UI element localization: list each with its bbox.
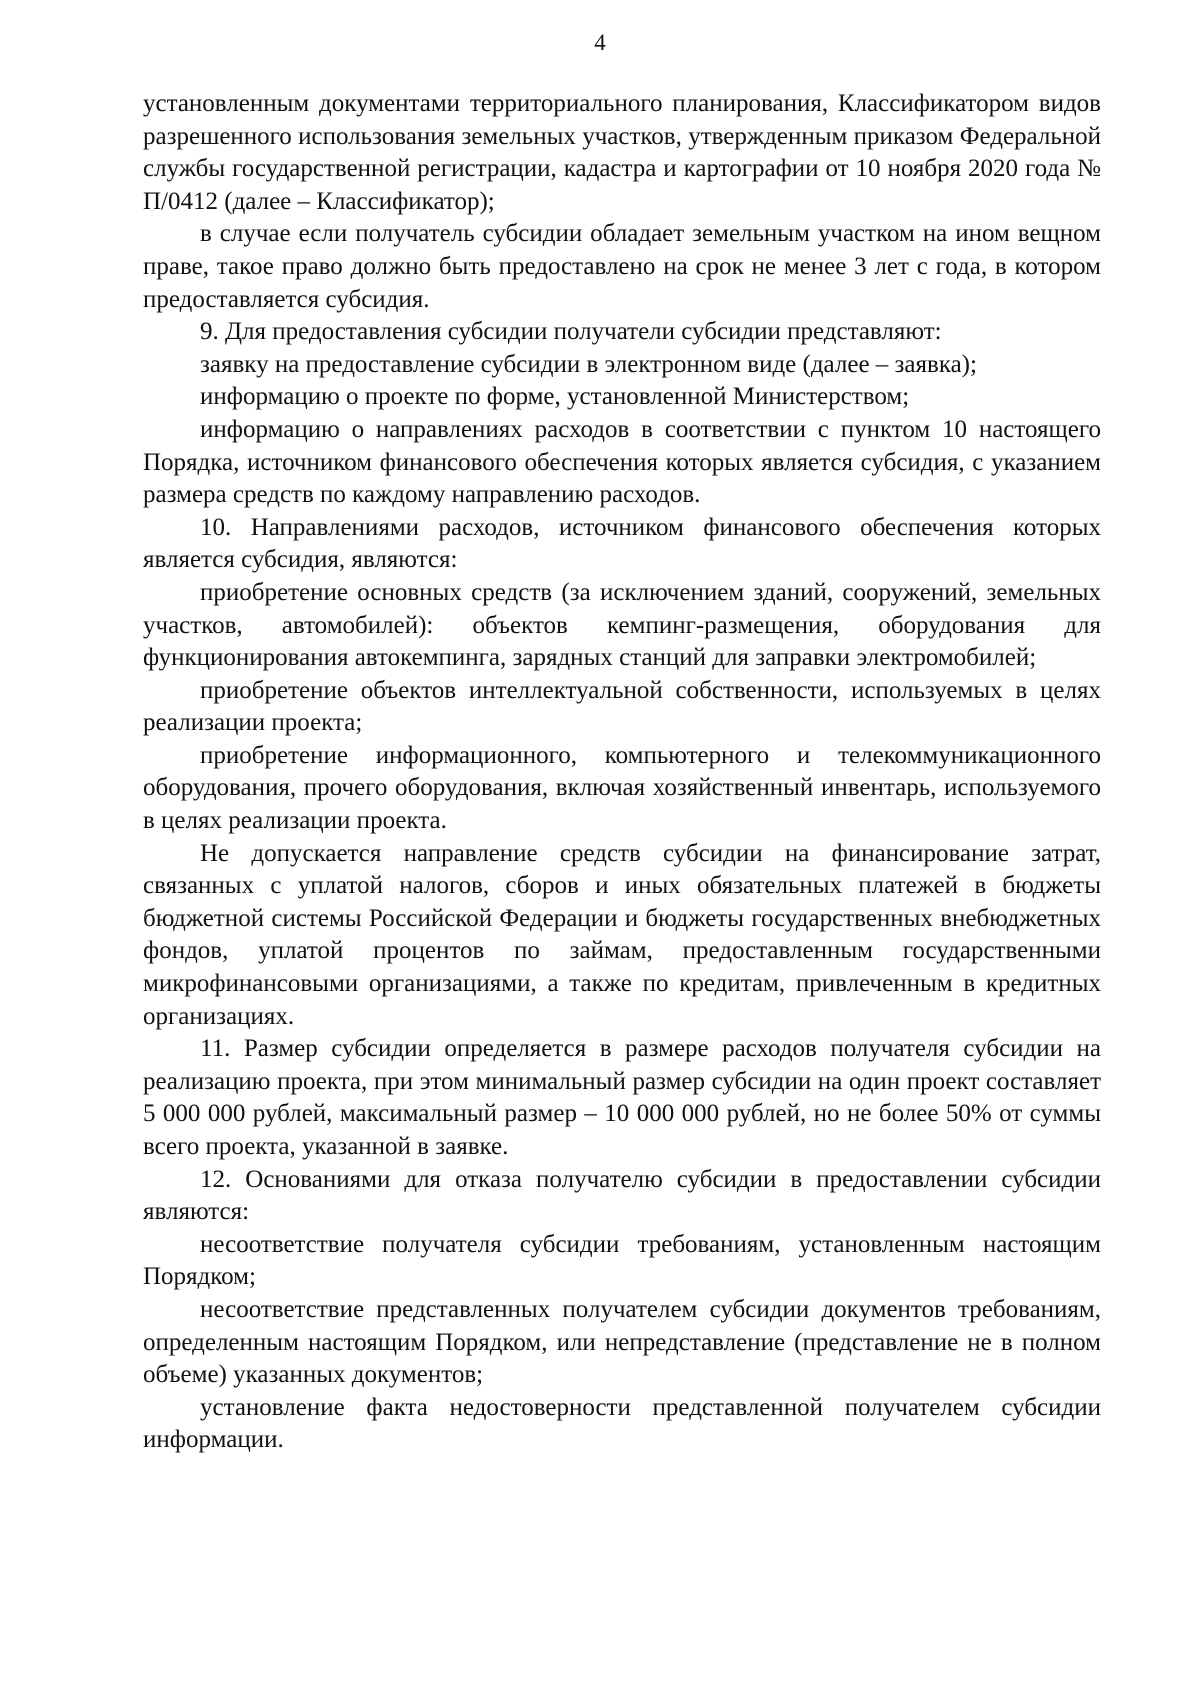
paragraph-classifier-reference: установленным документами территориального планирования, Классификатором видов разрешенного использования земельных участков, утвержденным приказом Федеральной службы государственной регистрации, кадастра и картографии от 10 ноября 2020 года № П/0412 (далее – Классификатор);: [143, 90, 1101, 215]
paragraph-prohibited-expenses: Не допускается направление средств субсидии на финансирование затрат, связанных с уплатой налогов, сборов и иных обязательных платежей в бюджеты бюджетной системы Российской Федерации и бюджеты государственных внебюджетных фондов, уплатой процентов по займам, предоставленным государственными микрофинансовыми организациями, а также по кредитам, привлеченным в кредитных организациях.: [143, 839, 1101, 1030]
paragraph-it-equipment: приобретение информационного, компьютерного и телекоммуникационного оборудования, прочего оборудования, включая хозяйственный инвентарь, используемого в целях реализации проекта.: [143, 741, 1101, 835]
paragraph-application: заявку на предоставление субсидии в электронном виде (далее – заявка);: [200, 350, 977, 378]
paragraph-land-right-term: в случае если получатель субсидии обладает земельным участком на ином вещном праве, такое право должно быть предоставлено на срок не менее 3 лет с года, в котором предоставляется субсидия.: [143, 220, 1101, 313]
paragraph-expense-info: информацию о направлениях расходов в соответствии с пунктом 10 настоящего Порядка, источником финансового обеспечения которых является субсидия, с указанием размера средств по каждому направлению расходов.: [143, 415, 1101, 509]
page-number: 4: [594, 30, 606, 55]
paragraph-item-11-subsidy-size: 11. Размер субсидии определяется в размере расходов получателя субсидии на реализацию проекта, при этом минимальный размер субсидии на один проект составляет 5 000 000 рублей, максимальный размер – 10 000 000 рублей, но не более 50% от суммы всего проекта, указанной в заявке.: [143, 1035, 1101, 1160]
paragraph-fixed-assets: приобретение основных средств (за исключением зданий, сооружений, земельных участков, автомобилей): объектов кемпинг-размещения, оборудования для функционирования автокемпинга, зарядных станций для заправки электромобилей;: [143, 578, 1101, 672]
paragraph-recipient-noncompliance: несоответствие получателя субсидии требованиям, установленным настоящим Порядком;: [143, 1230, 1101, 1291]
paragraph-item-10-intro: 10. Направлениями расходов, источником финансового обеспечения которых является субсидия, являются:: [143, 513, 1101, 574]
document-body: [143, 88, 1101, 1457]
paragraph-unreliable-information: установление факта недостоверности представленной получателем субсидии информации.: [143, 1393, 1101, 1454]
paragraph-item-9-intro: 9. Для предоставления субсидии получатели субсидии представляют:: [200, 318, 942, 346]
paragraph-documents-noncompliance: несоответствие представленных получателем субсидии документов требованиям, определенным настоящим Порядком, или непредставление (представление не в полном объеме) указанных документов;: [143, 1295, 1101, 1389]
paragraph-intellectual-property: приобретение объектов интеллектуальной собственности, используемых в целях реализации проекта;: [143, 676, 1101, 737]
paragraph-item-12-intro: 12. Основаниями для отказа получателю субсидии в предоставлении субсидии являются:: [143, 1165, 1101, 1226]
paragraph-project-info: информацию о проекте по форме, установленной Министерством;: [200, 383, 910, 411]
